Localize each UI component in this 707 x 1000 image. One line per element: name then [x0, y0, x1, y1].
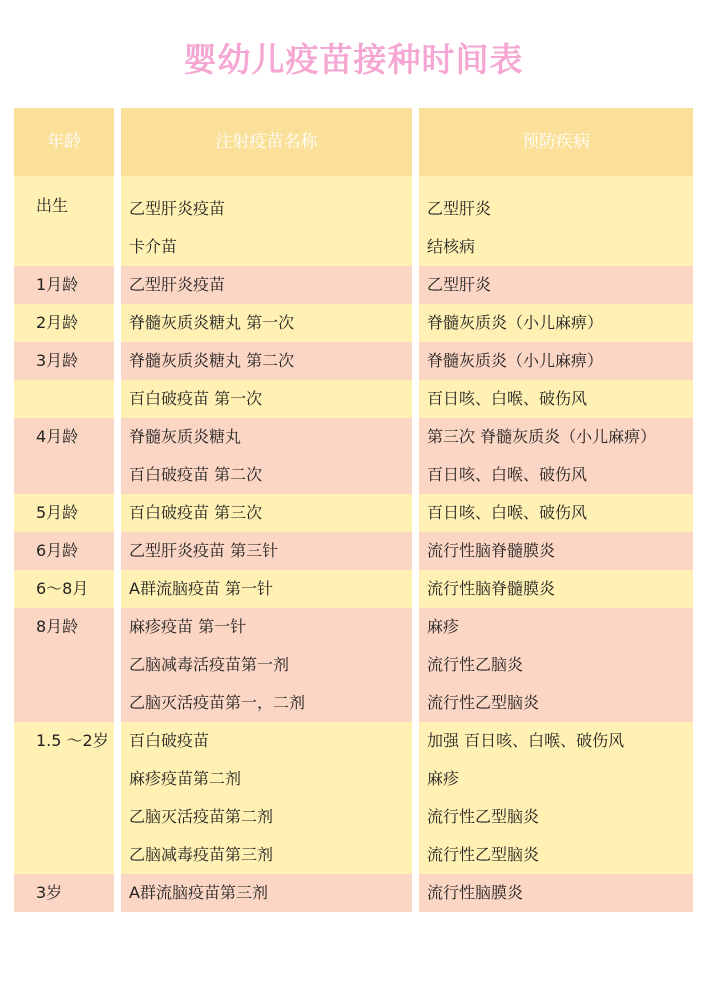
vaccine-cell-line: 脊髓灰质炎糖丸 第二次 — [129, 351, 295, 370]
vaccine-cell-line: 乙型肝炎疫苗 — [129, 275, 226, 294]
disease-cell — [419, 570, 693, 608]
age-cell-line: 3岁 — [36, 883, 63, 902]
age-cell — [14, 304, 114, 342]
vaccine-cell — [121, 418, 412, 494]
disease-cell — [419, 304, 693, 342]
header-disease: 预防疾病 — [419, 108, 693, 176]
vaccine-cell — [121, 176, 412, 266]
disease-cell-line: 百日咳、白喉、破伤风 — [427, 503, 588, 522]
vaccine-cell — [121, 608, 412, 722]
vaccine-cell — [121, 570, 412, 608]
disease-cell-line: 结核病 — [427, 237, 476, 256]
page-title: 婴幼儿疫苗接种时间表 — [183, 40, 524, 79]
disease-cell-line: 百日咳、白喉、破伤风 — [427, 465, 588, 484]
vaccine-cell-line: 乙脑灭活疫苗第二剂 — [129, 807, 274, 826]
table-body — [14, 176, 693, 912]
table-header — [14, 108, 693, 176]
disease-cell — [419, 266, 693, 304]
disease-cell-line: 流行性脑膜炎 — [427, 883, 524, 902]
vaccine-cell — [121, 304, 412, 342]
disease-cell — [419, 380, 693, 418]
table-row — [14, 176, 693, 266]
vaccine-cell — [121, 532, 412, 570]
vaccine-cell-line: 百白破疫苗 — [129, 731, 210, 750]
disease-cell-line: 麻疹 — [427, 617, 460, 636]
age-cell-line: 6～8月 — [36, 579, 89, 598]
vaccine-cell — [121, 266, 412, 304]
table-row — [14, 532, 693, 570]
vaccine-cell — [121, 722, 412, 874]
age-cell — [14, 342, 114, 380]
disease-cell-line: 流行性乙型脑炎 — [427, 807, 540, 826]
age-cell — [14, 608, 114, 722]
age-cell — [14, 570, 114, 608]
vaccine-cell-line: 百白破疫苗 第二次 — [129, 465, 263, 484]
header-vaccine-name: 注射疫苗名称 — [121, 108, 412, 176]
table-row — [14, 342, 693, 380]
age-cell-line: 4月龄 — [36, 427, 79, 446]
vaccine-cell-line: 卡介苗 — [129, 237, 178, 256]
age-cell-line: 1月龄 — [36, 275, 79, 294]
age-cell-line: 1.5 ～2岁 — [36, 731, 109, 750]
vaccine-cell-line: 乙型肝炎疫苗 — [129, 199, 226, 218]
disease-cell — [419, 176, 693, 266]
vaccine-cell-line: 脊髓灰质炎糖丸 — [129, 427, 242, 446]
vaccine-cell-line: 乙脑减毒疫苗第三剂 — [129, 845, 274, 864]
age-cell — [14, 266, 114, 304]
age-cell-line: 出生 — [36, 196, 69, 215]
disease-cell-line: 流行性脑脊髓膜炎 — [427, 579, 556, 598]
table-row — [14, 608, 693, 722]
vaccine-cell-line: 百白破疫苗 第三次 — [129, 503, 263, 522]
table-row — [14, 304, 693, 342]
disease-cell-line: 麻疹 — [427, 769, 460, 788]
disease-cell — [419, 874, 693, 912]
disease-cell-line: 百日咳、白喉、破伤风 — [427, 389, 588, 408]
disease-cell-line: 第三次 脊髓灰质炎（小儿麻痹） — [427, 427, 657, 446]
vaccine-cell-line: 乙脑减毒活疫苗第一剂 — [129, 655, 290, 674]
age-cell-line: 8月龄 — [36, 617, 79, 636]
table-row — [14, 494, 693, 532]
age-cell — [14, 874, 114, 912]
disease-cell-line: 乙型肝炎 — [427, 199, 492, 218]
disease-cell — [419, 418, 693, 494]
table-row — [14, 722, 693, 874]
disease-cell-line: 脊髓灰质炎（小儿麻痹） — [427, 351, 604, 370]
disease-cell-line: 脊髓灰质炎（小儿麻痹） — [427, 313, 604, 332]
vaccine-cell — [121, 380, 412, 418]
disease-cell — [419, 608, 693, 722]
disease-cell-line: 流行性脑脊髓膜炎 — [427, 541, 556, 560]
disease-cell-line: 流行性乙脑炎 — [427, 655, 524, 674]
disease-cell-line: 流行性乙型脑炎 — [427, 845, 540, 864]
vaccine-cell — [121, 342, 412, 380]
age-cell — [14, 494, 114, 532]
table-row — [14, 874, 693, 912]
age-cell-line: 5月龄 — [36, 503, 79, 522]
vaccine-cell-line: 麻疹疫苗 第一针 — [129, 617, 247, 636]
disease-cell-line: 流行性乙型脑炎 — [427, 693, 540, 712]
disease-cell-line: 加强 百日咳、白喉、破伤风 — [427, 731, 625, 750]
age-cell-line: 6月龄 — [36, 541, 79, 560]
disease-cell — [419, 722, 693, 874]
table-row — [14, 380, 693, 418]
age-cell-line: 2月龄 — [36, 313, 79, 332]
vaccine-cell — [121, 494, 412, 532]
vaccine-cell — [121, 874, 412, 912]
header-age: 年龄 — [14, 108, 114, 176]
vaccine-cell-line: 麻疹疫苗第二剂 — [129, 769, 242, 788]
age-cell — [14, 532, 114, 570]
age-cell — [14, 176, 114, 266]
age-cell — [14, 380, 114, 418]
disease-cell — [419, 342, 693, 380]
age-cell-line — [36, 380, 114, 418]
vaccine-cell-line: A群流脑疫苗 第一针 — [129, 579, 274, 598]
table-row — [14, 266, 693, 304]
disease-cell — [419, 494, 693, 532]
age-cell — [14, 418, 114, 494]
vaccine-cell-line: A群流脑疫苗第三剂 — [129, 883, 268, 902]
vaccine-cell-line: 百白破疫苗 第一次 — [129, 389, 263, 408]
disease-cell-line: 乙型肝炎 — [427, 275, 492, 294]
vaccine-cell-line: 乙型肝炎疫苗 第三针 — [129, 541, 279, 560]
table-row — [14, 570, 693, 608]
vaccine-cell-line: 乙脑灭活疫苗第一，二剂 — [129, 693, 306, 712]
age-cell — [14, 722, 114, 874]
vaccine-cell-line: 脊髓灰质炎糖丸 第一次 — [129, 313, 295, 332]
table-row — [14, 418, 693, 494]
age-cell-line: 3月龄 — [36, 351, 79, 370]
disease-cell — [419, 532, 693, 570]
vaccination-schedule-table — [14, 108, 693, 912]
